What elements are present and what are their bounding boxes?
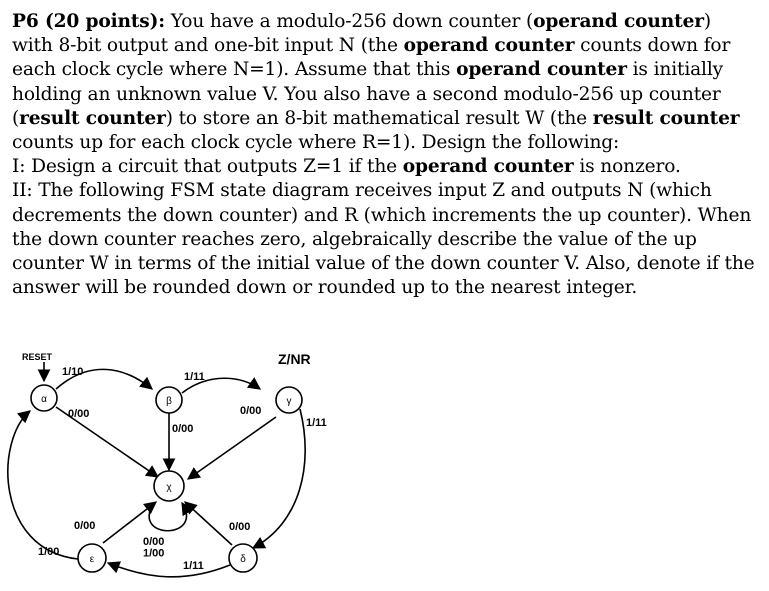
label-alpha-beta: 1/10 — [62, 366, 84, 378]
label-delta-epsilon: 1/11 — [183, 560, 204, 572]
label-delta-chi: 0/00 — [229, 521, 251, 533]
state-beta — [156, 387, 182, 413]
label-alpha-chi: 0/00 — [68, 408, 90, 420]
label-gamma-delta: 1/11 — [306, 417, 327, 429]
edge-gamma-delta — [253, 409, 305, 548]
label-epsilon-chi: 0/00 — [74, 520, 96, 532]
label-epsilon-alpha: 1/00 — [38, 546, 60, 558]
problem-statement — [12, 10, 757, 300]
state-delta — [229, 544, 257, 572]
problem-paragraph-1 — [12, 10, 757, 155]
state-chi-label: χ — [166, 482, 172, 493]
label-beta-gamma: 1/11 — [184, 371, 205, 383]
state-alpha-label: α — [41, 394, 47, 405]
label-gamma-chi: 0/00 — [240, 405, 262, 417]
label-beta-chi: 0/00 — [172, 423, 194, 435]
state-epsilon — [78, 544, 106, 572]
edge-epsilon-alpha — [8, 411, 78, 559]
problem-paragraph-3: II: The following FSM state diagram receives input Z and outputs N (which decrements the down counter) and R (which increments the up counter). When the down counter reaches zero, algebraically describe the value of the up counter W in terms of the initial value of the down counter V. Also, denote if the answer will be rounded down or rounded up to the nearest integer. — [12, 180, 755, 299]
label-chi-self: 0/00 1/00 — [143, 536, 165, 560]
problem-text-1: You have a modulo-256 down counter (operand counter) with 8-bit output and one-bit input N (the operand counter counts down for each clock cycle where N=1). Assume that this operand counter is initially holding an unknown value V. You also have a second modulo-256 up counter (result counter) to store an 8-bit mathematical result W (the result counter counts up for each clock cycle where R=1). Design the following: — [12, 11, 740, 154]
state-delta-label: δ — [240, 554, 246, 565]
state-chi — [154, 471, 184, 501]
state-gamma-label: γ — [286, 396, 292, 407]
edge-delta-epsilon — [108, 563, 230, 577]
state-epsilon-label: ε — [89, 554, 95, 565]
state-beta-label: β — [166, 396, 172, 407]
diagram-header: Z/NR — [278, 351, 311, 367]
edge-delta-chi — [185, 502, 232, 545]
state-alpha — [31, 385, 57, 411]
state-gamma — [276, 387, 302, 413]
fsm-state-diagram — [0, 345, 769, 591]
edge-gamma-chi — [188, 417, 276, 479]
problem-paragraph-2: I: Design a circuit that outputs Z=1 if the operand counter is nonzero. — [12, 156, 681, 178]
reset-label: RESET — [22, 352, 53, 362]
problem-heading: P6 (20 points): — [12, 11, 165, 32]
edge-chi-self — [149, 503, 186, 531]
